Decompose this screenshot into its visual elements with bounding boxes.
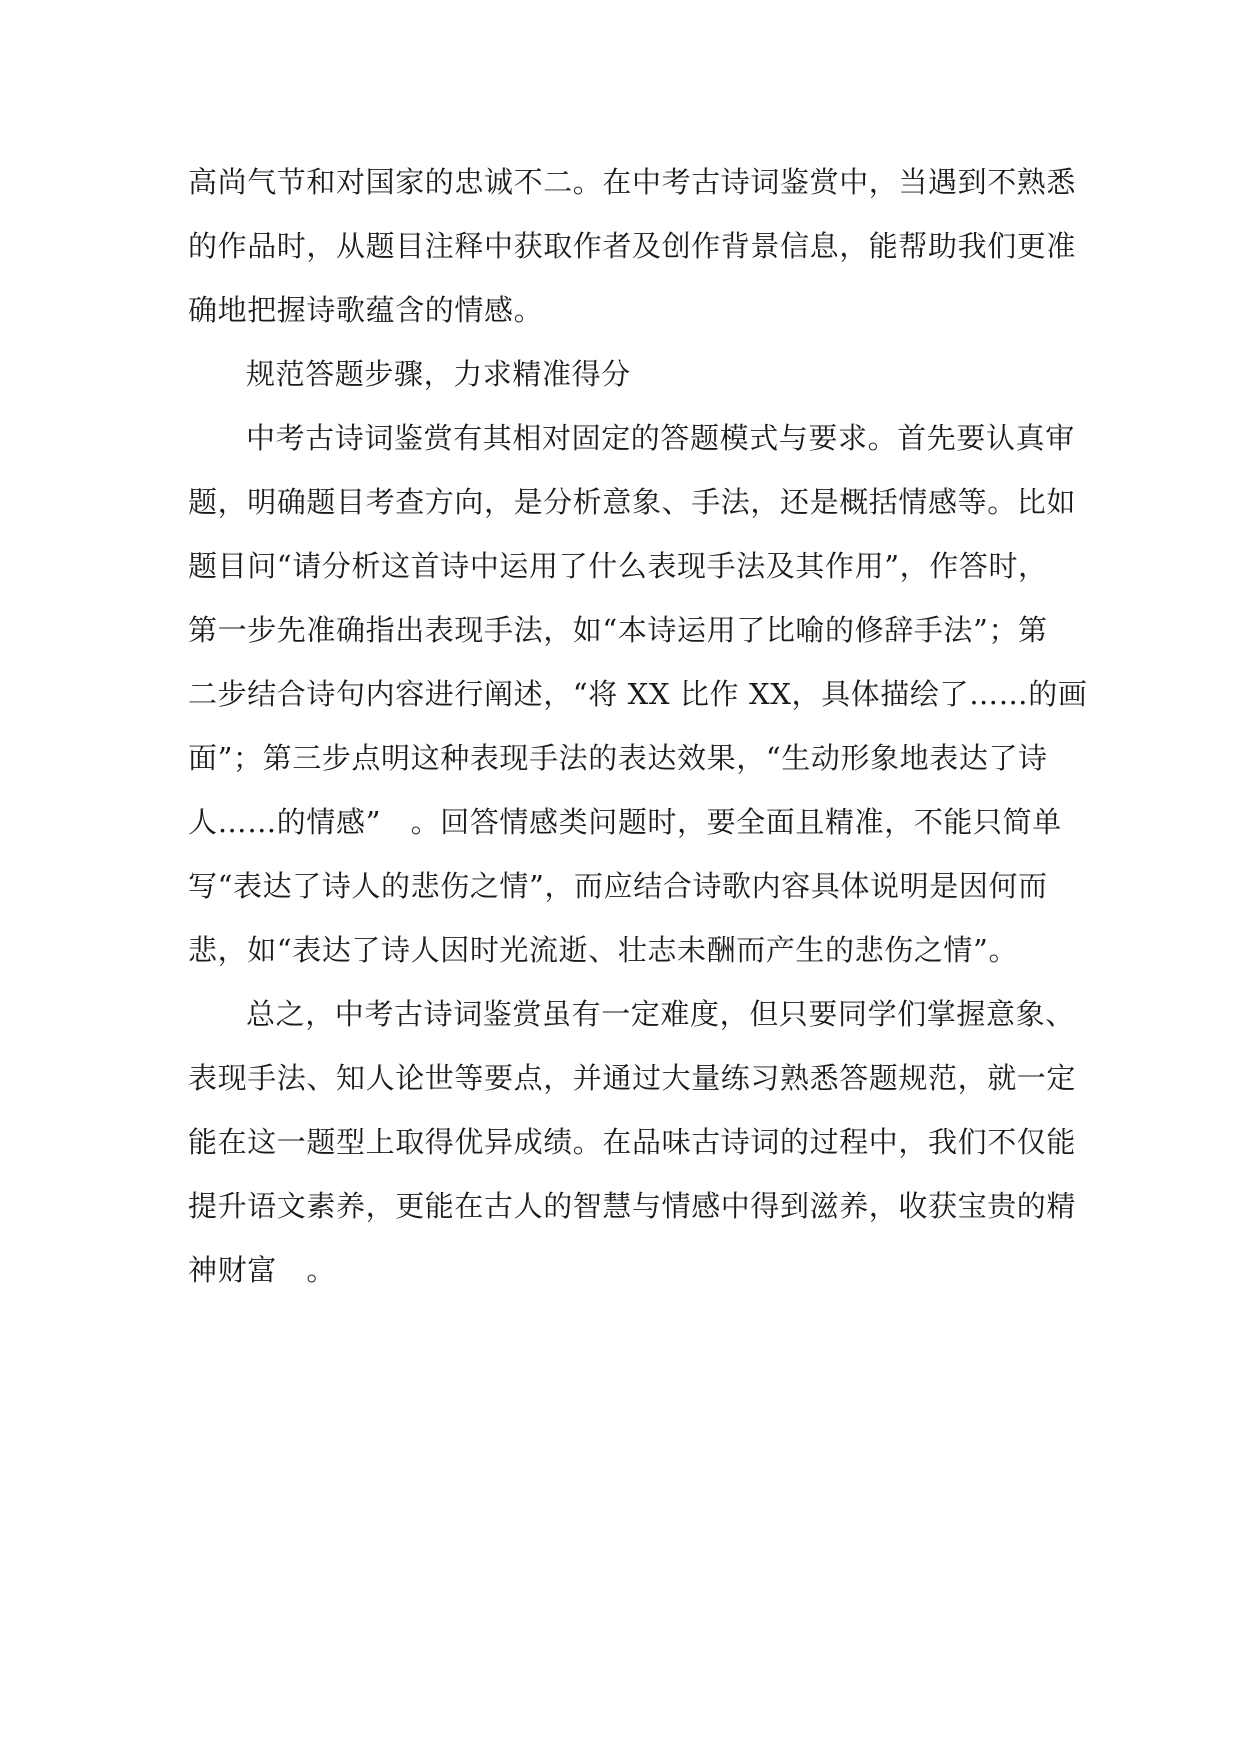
section-heading: 规范答题步骤，力求精准得分 — [246, 357, 631, 391]
paragraph-line: 高尚气节和对国家的忠诚不二。在中考古诗词鉴赏中，当遇到不熟悉 — [188, 165, 1077, 199]
paragraph-line: 中考古诗词鉴赏有其相对固定的答题模式与要求。首先要认真审 — [246, 421, 1075, 455]
paragraph-line: 人……的情感” 。回答情感类问题时，要全面且精准，不能只简单 — [188, 805, 1062, 839]
paragraph-line: 题，明确题目考查方向，是分析意象、手法，还是概括情感等。比如 — [188, 485, 1077, 519]
paragraph-line: 二步结合诗句内容进行阐述，“将 XX 比作 XX，具体描绘了……的画 — [188, 677, 1088, 711]
paragraph-line: 第一步先准确指出表现手法，如“本诗运用了比喻的修辞手法”；第 — [188, 613, 1048, 647]
paragraph-line: 能在这一题型上取得优异成绩。在品味古诗词的过程中，我们不仅能 — [188, 1125, 1077, 1159]
paragraph-line: 表现手法、知人论世等要点，并通过大量练习熟悉答题规范，就一定 — [188, 1061, 1077, 1095]
paragraph-line: 面”；第三步点明这种表现手法的表达效果，“生动形象地表达了诗 — [188, 741, 1048, 775]
document-body — [188, 150, 1088, 1302]
paragraph-line: 总之，中考古诗词鉴赏虽有一定难度，但只要同学们掌握意象、 — [246, 997, 1075, 1031]
paragraph-line: 神财富 。 — [188, 1253, 337, 1287]
paragraph-line: 悲，如“表达了诗人因时光流逝、壮志未酬而产生的悲伤之情”。 — [188, 933, 1019, 967]
paragraph-line: 题目问“请分析这首诗中运用了什么表现手法及其作用”，作答时， — [188, 549, 1048, 583]
paragraph-line: 写“表达了诗人的悲伤之情”，而应结合诗歌内容具体说明是因何而 — [188, 869, 1048, 903]
paragraph-line: 提升语文素养，更能在古人的智慧与情感中得到滋养，收获宝贵的精 — [188, 1189, 1077, 1223]
paragraph-line: 的作品时，从题目注释中获取作者及创作背景信息，能帮助我们更准 — [188, 229, 1077, 263]
paragraph-line: 确地把握诗歌蕴含的情感。 — [188, 293, 544, 327]
